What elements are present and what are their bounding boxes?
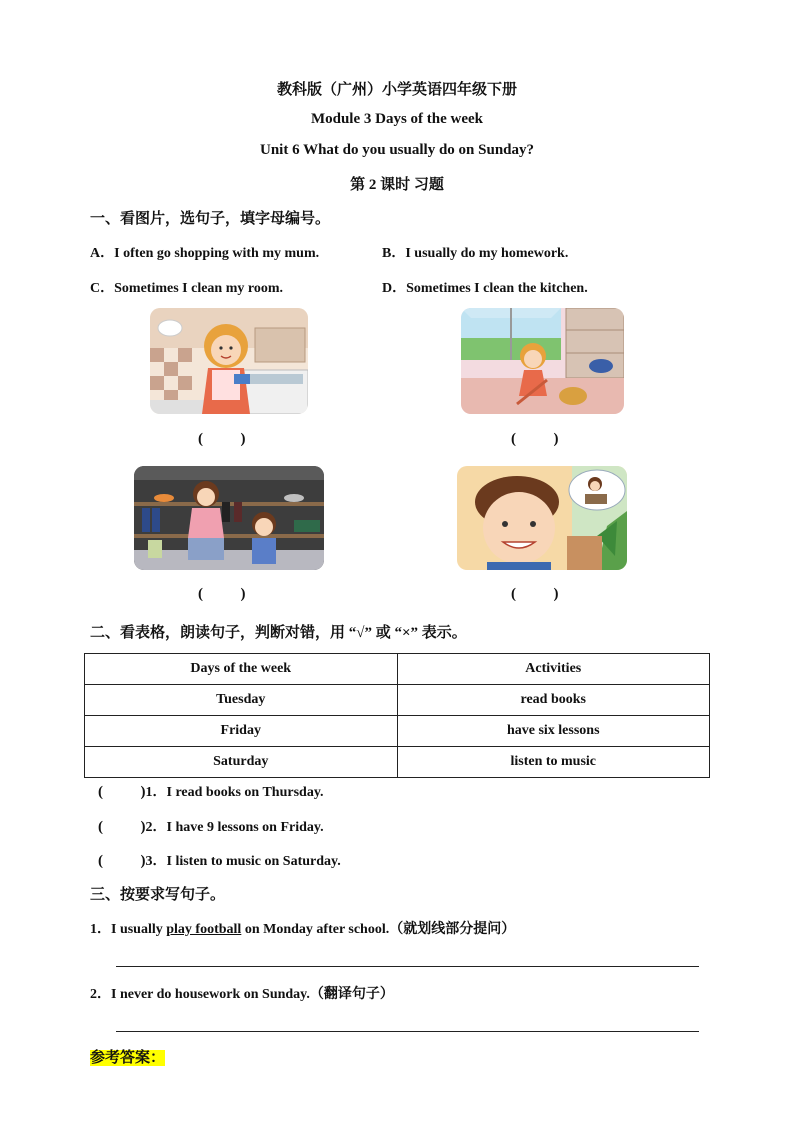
table-row: [85, 747, 710, 778]
answer-line-2[interactable]: [116, 1031, 699, 1032]
answer-blank-4[interactable]: ( ): [511, 586, 559, 602]
question-1: [90, 918, 515, 938]
part3-heading: 三、按要求写句子。: [90, 887, 226, 903]
table-row: [85, 716, 710, 747]
module-title: Module 3 Days of the week: [310, 111, 484, 127]
judge-item-2: [98, 816, 324, 836]
table-cell-activity: read books: [397, 685, 710, 716]
answer-key-label: [90, 1046, 165, 1067]
option-a-text: I often go shopping with my mum.: [114, 246, 320, 261]
judge-text-3: 3．I listen to music on Saturday.: [145, 854, 341, 869]
answer-line-1[interactable]: [116, 966, 699, 967]
picture-shopping: [134, 466, 324, 570]
judge-item-1: [98, 781, 324, 801]
lesson-title: 第 2 课时 习题: [350, 177, 444, 193]
question-1-post: on Monday after school.: [241, 922, 390, 937]
answer-key-text: 参考答案：: [90, 1050, 166, 1066]
picture-homework: [457, 466, 627, 570]
option-d: [382, 277, 588, 297]
question-1-number: 1．: [90, 922, 111, 937]
option-b-letter: B．: [382, 246, 406, 261]
question-1-pre: I usually: [111, 922, 167, 937]
answer-blank-2[interactable]: ( ): [511, 431, 559, 447]
option-d-text: Sometimes I clean the kitchen.: [406, 281, 588, 296]
table-row: [85, 685, 710, 716]
part1-heading: 一、看图片，选句子，填字母编号。: [90, 211, 331, 227]
table-header-activities: Activities: [397, 654, 710, 685]
question-1-note: （就划线部分提问）: [389, 922, 516, 937]
option-a-letter: A．: [90, 246, 115, 261]
table-cell-activity: have six lessons: [397, 716, 710, 747]
table-cell-day: Friday: [85, 716, 398, 747]
part2-heading: 二、看表格，朗读句子，判断对错，用 “√” 或 “×” 表示。: [90, 625, 467, 641]
answer-blank-3[interactable]: ( ): [198, 586, 246, 602]
table-header-days: Days of the week: [85, 654, 398, 685]
table-header-row: [85, 654, 710, 685]
judge-text-2: 2．I have 9 lessons on Friday.: [145, 820, 324, 835]
option-b: [382, 242, 568, 262]
unit-title: Unit 6 What do you usually do on Sunday?: [260, 142, 534, 158]
picture-kitchen: [150, 308, 308, 414]
option-b-text: I usually do my homework.: [405, 246, 569, 261]
table-cell-activity: listen to music: [397, 747, 710, 778]
judge-blank-2[interactable]: ( ): [98, 819, 146, 835]
question-2-number: 2．: [90, 987, 111, 1002]
option-c: [90, 277, 283, 297]
activities-table: [84, 653, 710, 778]
option-c-letter: C．: [90, 281, 115, 296]
question-1-underlined: play football: [166, 922, 242, 937]
judge-blank-3[interactable]: ( ): [98, 853, 146, 869]
judge-blank-1[interactable]: ( ): [98, 784, 146, 800]
answer-blank-1[interactable]: ( ): [198, 431, 246, 447]
table-cell-day: Saturday: [85, 747, 398, 778]
judge-item-3: [98, 850, 341, 870]
option-d-letter: D．: [382, 281, 407, 296]
question-2-text: I never do housework on Sunday.: [111, 987, 310, 1002]
picture-vacuuming: [461, 308, 624, 414]
option-c-text: Sometimes I clean my room.: [114, 281, 283, 296]
table-cell-day: Tuesday: [85, 685, 398, 716]
question-2: [90, 983, 394, 1003]
document-title: 教科版（广州）小学英语四年级下册: [276, 82, 517, 98]
judge-text-1: 1．I read books on Thursday.: [145, 785, 324, 800]
question-2-note: （翻译句子）: [309, 987, 394, 1002]
option-a: [90, 242, 319, 262]
